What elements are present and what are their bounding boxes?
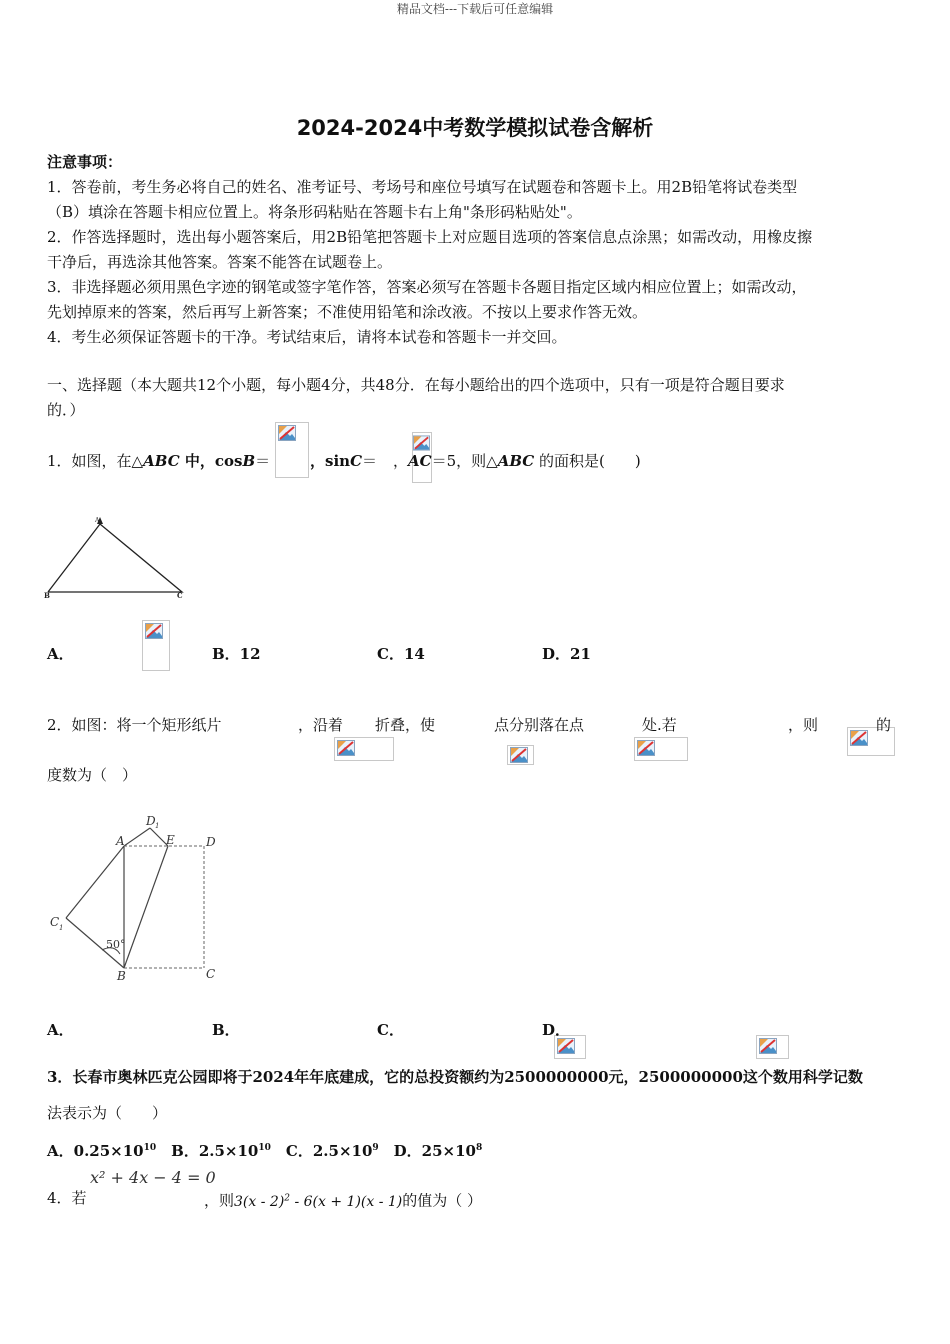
vertex-label-c: C (177, 591, 183, 600)
broken-image-icon (145, 623, 163, 639)
section-heading-cont: 的．） (47, 401, 85, 419)
broken-image-icon (413, 435, 430, 451)
q1-option-c[interactable]: C．14 (377, 645, 425, 663)
q2-option-a[interactable]: A． (47, 1021, 74, 1039)
label-b: B (117, 969, 126, 983)
question-1-part: ，sinC＝ (310, 452, 378, 470)
page-header: 精品文档---下载后可任意编辑 (396, 2, 554, 16)
question-2-text: ，沿着 (298, 716, 344, 734)
question-2-text: 点分别落在点 (494, 716, 585, 734)
q1-option-a-image (142, 620, 170, 671)
notice-line: 干净后，再选涂其他答案。答案不能答在试题卷上。 (47, 253, 393, 271)
broken-image-icon (850, 730, 868, 746)
q2-option-c[interactable]: C． (377, 1021, 404, 1039)
question-3-text-cont: 法表示为（ ） (47, 1104, 168, 1122)
question-2-text: 的 (876, 716, 892, 734)
notice-line: 1．答卷前，考生务必将自己的姓名、准考证号、考场号和座位号填写在试题卷和答题卡上。用2B铅笔将试卷类型 (47, 178, 798, 196)
q2-option-b-image (756, 1035, 789, 1059)
question-1: 1．如图，在△ABC 中，cosB＝ (47, 452, 271, 470)
notice-line: （B）填涂在答题卡相应位置上。将条形码粘贴在答题卡右上角"条形码粘贴处"。 (47, 203, 582, 221)
broken-image-icon (278, 425, 296, 441)
q3-option-a[interactable]: A．$0.25\times 10^{10}$ (47, 1142, 157, 1160)
label-c: C (206, 967, 216, 981)
q1-option-b[interactable]: B．12 (212, 645, 261, 663)
page-title: 2024-2024中考数学模拟试卷含解析 (296, 116, 654, 140)
question-2-text-cont: 度数为（ ） (47, 766, 138, 784)
label-d1-sub: 1 (155, 822, 160, 830)
q2-image (334, 737, 394, 761)
cosB-image (275, 422, 309, 478)
q3-option-d[interactable]: D．$25\times 10^8$ (393, 1142, 483, 1160)
notice-line: 先划掉原来的答案，然后再写上新答案；不准使用铅笔和涂改液。不按以上要求作答无效。 (47, 303, 648, 321)
q1-option-a[interactable]: A． (47, 645, 74, 663)
question-2-text: 2．如图：将一个矩形纸片 (47, 716, 222, 734)
question-4-prefix: 4．若 (47, 1189, 87, 1207)
section-heading: 一、选择题（本大题共12个小题，每小题4分，共48分．在每小题给出的四个选项中，只有一项是符合题目要求 (47, 376, 785, 394)
q4-expression: 3(x - 2)$^2$ - 6(x + 1)(x - 1) (234, 1193, 403, 1210)
label-c1: C (50, 915, 60, 929)
notice-line: 4．考生必须保证答题卡的干净。考试结束后，请将本试卷和答题卡一并交回。 (47, 328, 567, 346)
label-c1-sub: 1 (59, 924, 64, 932)
question-4-text: ，则3(x - 2)$^2$ - 6(x + 1)(x - 1)的值为（ ） (204, 1191, 483, 1210)
triangle-figure (40, 512, 190, 600)
q3-option-b[interactable]: B．$2.5\times 10^{10}$ (171, 1142, 271, 1160)
vertex-label-a: A (95, 517, 100, 524)
question-2-text: 折叠，使 (375, 716, 436, 734)
label-a: A (116, 834, 125, 848)
q2-option-b[interactable]: B． (212, 1021, 240, 1039)
label-d: D (206, 835, 216, 849)
question-1-part: ，AC＝5，则△ABC 的面积是( ) (393, 452, 641, 470)
notice-heading: 注意事项： (47, 153, 123, 171)
q3-options (47, 1137, 482, 1162)
q4-equation: x² + 4x − 4 = 0 (90, 1168, 216, 1187)
vertex-label-b: B (44, 591, 50, 600)
broken-image-icon (637, 740, 655, 756)
question-2-text: ，则 (788, 716, 819, 734)
q2-option-d[interactable]: D． (542, 1021, 571, 1039)
broken-image-icon (337, 740, 355, 756)
notice-line: 2．作答选择题时，选出每小题答案后，用2B铅笔把答题卡上对应题目选项的答案信息点涂黑；如需改动，用橡皮擦 (47, 228, 813, 246)
q3-option-c[interactable]: C．$2.5\times 10^9$ (285, 1142, 379, 1160)
notice-line: 3．非选择题必须用黑色字迹的钢笔或签字笔作答，答案必须写在答题卡各题目指定区域内相应位置上；如需改动， (47, 278, 807, 296)
question-3-text: 3．长春市奥林匹克公园即将于2024年年底建成，它的总投资额约为2500000000元，2500000000这个数用科学记数 (47, 1068, 863, 1086)
rectangle-fold-figure (44, 808, 234, 988)
broken-image-icon (510, 747, 528, 763)
angle-label: 50° (106, 938, 126, 951)
broken-image-icon (759, 1038, 777, 1054)
q2-image (507, 745, 534, 765)
q1-option-d[interactable]: D．21 (542, 645, 591, 663)
label-d1: D (146, 814, 156, 828)
q2-image (634, 737, 688, 761)
label-e: E (166, 833, 175, 847)
question-2-text: 处.若 (642, 716, 677, 734)
